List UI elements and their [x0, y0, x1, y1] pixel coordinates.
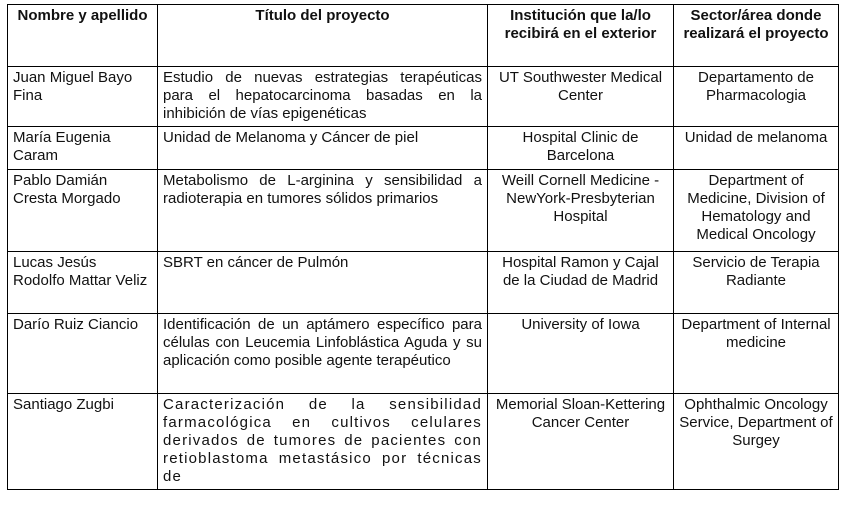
cell-title: SBRT en cáncer de Pulmón [158, 252, 488, 314]
cell-name: Santiago Zugbi [8, 394, 158, 490]
projects-table-container [7, 4, 839, 490]
cell-title: Unidad de Melanoma y Cáncer de piel [158, 127, 488, 170]
cell-institution: UT Southwester Medical Center [488, 67, 674, 127]
cell-area: Servicio de Terapia Radiante [674, 252, 839, 314]
cell-institution: Memorial Sloan-Kettering Cancer Center [488, 394, 674, 490]
cell-title: Metabolismo de L-arginina y sensibilidad a radioterapia en tumores sólidos primarios [158, 170, 488, 252]
cell-name: María Eugenia Caram [8, 127, 158, 170]
cell-institution: Hospital Ramon y Cajal de la Ciudad de Madrid [488, 252, 674, 314]
header-name: Nombre y apellido [8, 5, 158, 67]
cell-area: Department of Medicine, Division of Hematology and Medical Oncology [674, 170, 839, 252]
table-row [8, 314, 839, 394]
cell-name: Darío Ruiz Ciancio [8, 314, 158, 394]
projects-table [7, 4, 839, 490]
table-row [8, 252, 839, 314]
cell-area: Department of Internal medicine [674, 314, 839, 394]
table-row [8, 127, 839, 170]
cell-name: Lucas Jesús Rodolfo Mattar Veliz [8, 252, 158, 314]
table-header-row [8, 5, 839, 67]
cell-name: Pablo Damián Cresta Morgado [8, 170, 158, 252]
cell-area: Ophthalmic Oncology Service, Department of Surgey [674, 394, 839, 490]
cell-institution: Weill Cornell Medicine - NewYork-Presbyterian Hospital [488, 170, 674, 252]
header-institution: Institución que la/lo recibirá en el exterior [488, 5, 674, 67]
cell-area: Departamento de Pharmacologia [674, 67, 839, 127]
table-row [8, 170, 839, 252]
cell-name: Juan Miguel Bayo Fina [8, 67, 158, 127]
cell-title: Estudio de nuevas estrategias terapéuticas para el hepatocarcinoma basadas en la inhibición de vías epigenéticas [158, 67, 488, 127]
header-title: Título del proyecto [158, 5, 488, 67]
table-row [8, 394, 839, 490]
header-area: Sector/área donde realizará el proyecto [674, 5, 839, 67]
table-row [8, 67, 839, 127]
cell-institution: University of Iowa [488, 314, 674, 394]
cell-area: Unidad de melanoma [674, 127, 839, 170]
cell-title: Caracterización de la sensibilidad farmacológica en cultivos celulares derivados de tumores de pacientes con retioblastoma metastásico por técnicas de [158, 394, 488, 490]
cell-institution: Hospital Clinic de Barcelona [488, 127, 674, 170]
cell-title: Identificación de un aptámero específico para células con Leucemia Linfoblástica Aguda y su aplicación como posible agente terapéutico [158, 314, 488, 394]
